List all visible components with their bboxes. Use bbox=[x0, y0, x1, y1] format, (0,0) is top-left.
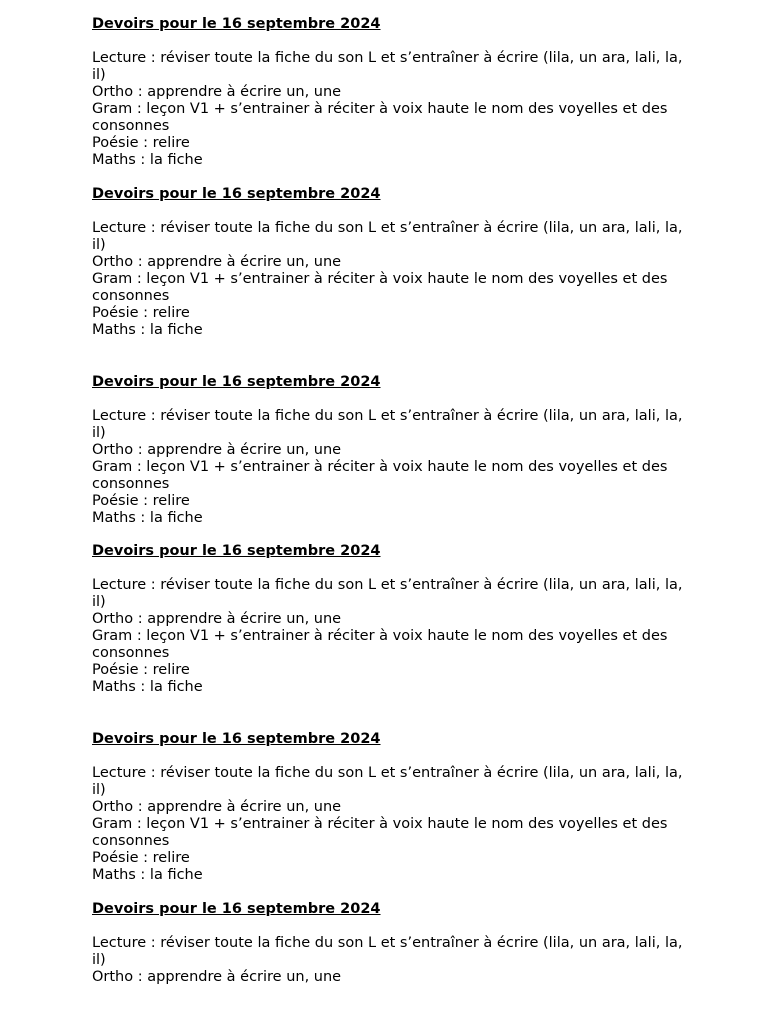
gram-line: Gram : leçon V1 + s’entrainer à réciter à voix haute le nom des voyelles et des consonnes bbox=[92, 459, 668, 492]
section-body bbox=[92, 935, 692, 986]
ortho-line: Ortho : apprendre à écrire un, une bbox=[92, 84, 342, 100]
maths-line: Maths : la fiche bbox=[92, 322, 203, 338]
poesie-line: Poésie : relire bbox=[92, 662, 190, 678]
homework-section bbox=[92, 901, 692, 986]
ortho-line: Ortho : apprendre à écrire un, une bbox=[92, 969, 342, 985]
gram-line: Gram : leçon V1 + s’entrainer à réciter à voix haute le nom des voyelles et des consonnes bbox=[92, 816, 668, 849]
section-title: Devoirs pour le 16 septembre 2024 bbox=[92, 186, 381, 202]
poesie-line: Poésie : relire bbox=[92, 135, 190, 151]
ortho-line: Ortho : apprendre à écrire un, une bbox=[92, 799, 342, 815]
lecture-line: Lecture : réviser toute la fiche du son L et s’entraîner à écrire (lila, un ara, lali, la, il) bbox=[92, 935, 683, 968]
maths-line: Maths : la fiche bbox=[92, 152, 203, 168]
section-body bbox=[92, 765, 692, 884]
lecture-line: Lecture : réviser toute la fiche du son L et s’entraîner à écrire (lila, un ara, lali, la, il) bbox=[92, 765, 683, 798]
gram-line: Gram : leçon V1 + s’entrainer à réciter à voix haute le nom des voyelles et des consonnes bbox=[92, 101, 668, 134]
homework-section bbox=[92, 16, 692, 169]
maths-line: Maths : la fiche bbox=[92, 867, 203, 883]
section-title: Devoirs pour le 16 septembre 2024 bbox=[92, 543, 381, 559]
homework-section bbox=[92, 186, 692, 339]
maths-line: Maths : la fiche bbox=[92, 679, 203, 695]
poesie-line: Poésie : relire bbox=[92, 850, 190, 866]
section-body bbox=[92, 408, 692, 527]
ortho-line: Ortho : apprendre à écrire un, une bbox=[92, 611, 342, 627]
homework-section bbox=[92, 543, 692, 696]
section-title: Devoirs pour le 16 septembre 2024 bbox=[92, 901, 381, 917]
lecture-line: Lecture : réviser toute la fiche du son L et s’entraîner à écrire (lila, un ara, lali, la, il) bbox=[92, 50, 683, 83]
poesie-line: Poésie : relire bbox=[92, 305, 190, 321]
ortho-line: Ortho : apprendre à écrire un, une bbox=[92, 442, 342, 458]
maths-line: Maths : la fiche bbox=[92, 510, 203, 526]
lecture-line: Lecture : réviser toute la fiche du son L et s’entraîner à écrire (lila, un ara, lali, la, il) bbox=[92, 220, 683, 253]
section-body bbox=[92, 577, 692, 696]
gram-line: Gram : leçon V1 + s’entrainer à réciter à voix haute le nom des voyelles et des consonnes bbox=[92, 628, 668, 661]
ortho-line: Ortho : apprendre à écrire un, une bbox=[92, 254, 342, 270]
homework-section bbox=[92, 374, 692, 527]
homework-section bbox=[92, 731, 692, 884]
section-title: Devoirs pour le 16 septembre 2024 bbox=[92, 731, 381, 747]
lecture-line: Lecture : réviser toute la fiche du son L et s’entraîner à écrire (lila, un ara, lali, la, il) bbox=[92, 577, 683, 610]
section-title: Devoirs pour le 16 septembre 2024 bbox=[92, 374, 381, 390]
section-title: Devoirs pour le 16 septembre 2024 bbox=[92, 16, 381, 32]
section-body bbox=[92, 220, 692, 339]
poesie-line: Poésie : relire bbox=[92, 493, 190, 509]
gram-line: Gram : leçon V1 + s’entrainer à réciter à voix haute le nom des voyelles et des consonnes bbox=[92, 271, 668, 304]
lecture-line: Lecture : réviser toute la fiche du son L et s’entraîner à écrire (lila, un ara, lali, la, il) bbox=[92, 408, 683, 441]
section-body bbox=[92, 50, 692, 169]
